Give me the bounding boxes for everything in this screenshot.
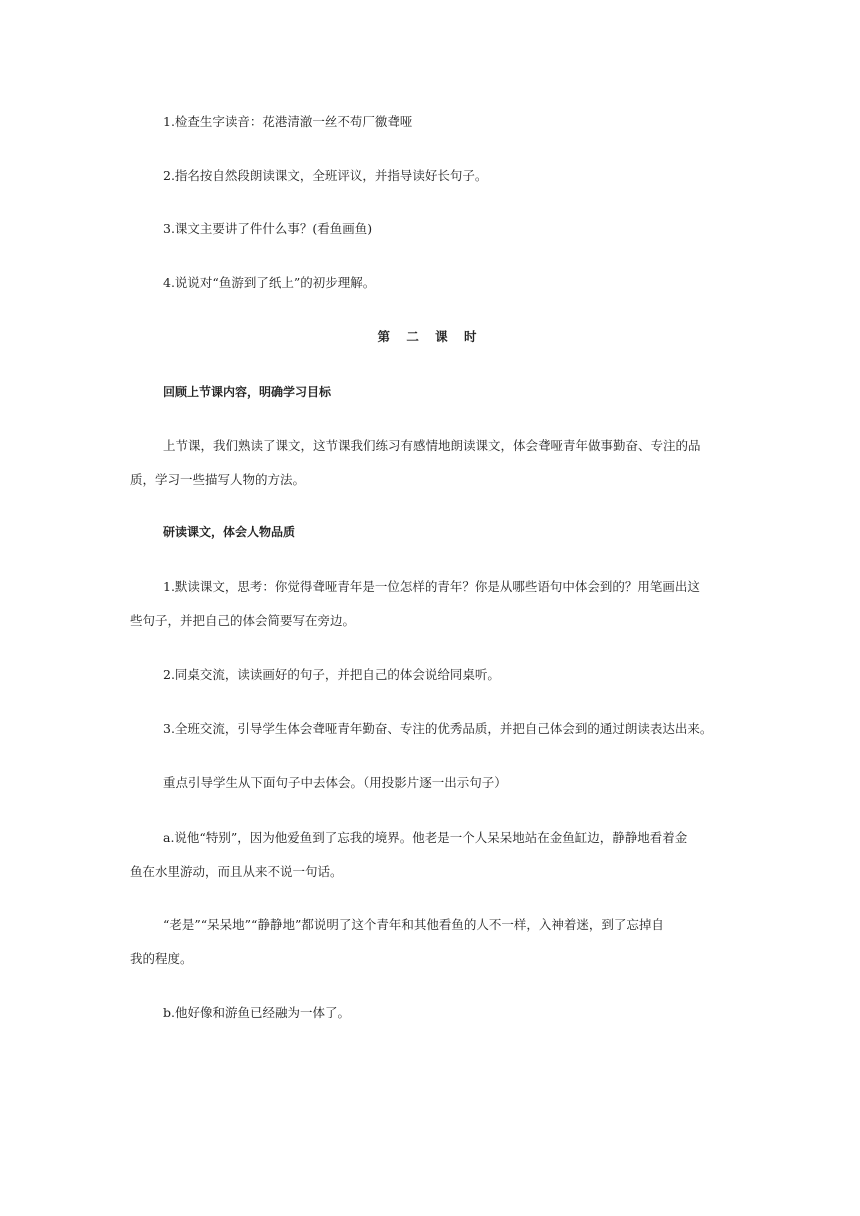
section-heading: 研读课文，体会人物品质 [163,525,296,539]
paragraph-line: “老是”“呆呆地”“静静地”都说明了这个青年和其他看鱼的人不一样，入神着迷，到了忘掉自 [163,917,664,932]
paragraph-line: a.说他“特别”，因为他爱鱼到了忘我的境界。他老是一个人呆呆地站在金鱼缸边，静静地看着金 [163,830,688,845]
section-heading: 回顾上节课内容，明确学习目标 [163,385,332,399]
list-item: 2.指名按自然段朗读课文，全班评议，并指导读好长句子。 [163,168,488,183]
paragraph-line: b.他好像和游鱼已经融为一体了。 [163,1005,350,1020]
paragraph-line: 鱼在水里游动，而且从来不说一句话。 [130,864,343,879]
paragraph-line: 重点引导学生从下面句子中去体会。（用投影片逐一出示句子） [163,775,507,790]
paragraph-line: 3.全班交流，引导学生体会聋哑青年勤奋、专注的优秀品质，并把自己体会到的通过朗读表达出来。 [163,721,713,736]
list-item: 4.说说对“鱼游到了纸上”的初步理解。 [163,275,376,290]
list-item: 1.检查生字读音：花港清澈一丝不苟厂徼聋哑 [163,114,413,129]
paragraph-line: 1.默读课文，思考：你觉得聋哑青年是一位怎样的青年？你是从哪些语句中体会到的？用笔画出这 [163,579,700,594]
paragraph-line: 上节课，我们熟读了课文，这节课我们练习有感情地朗读课文，体会聋哑青年做事勤奋、专注的品 [163,438,701,453]
paragraph-line: 我的程度。 [130,951,193,966]
section-title: 第 二 课 时 [377,329,483,344]
paragraph-line: 质，学习一些描写人物的方法。 [130,472,306,487]
list-item: 3.课文主要讲了件什么事？(看鱼画鱼) [163,221,373,236]
paragraph-line: 2.同桌交流，读读画好的句子，并把自己的体会说给同桌听。 [163,667,500,682]
paragraph-line: 些句子，并把自己的体会简要写在旁边。 [130,613,356,628]
